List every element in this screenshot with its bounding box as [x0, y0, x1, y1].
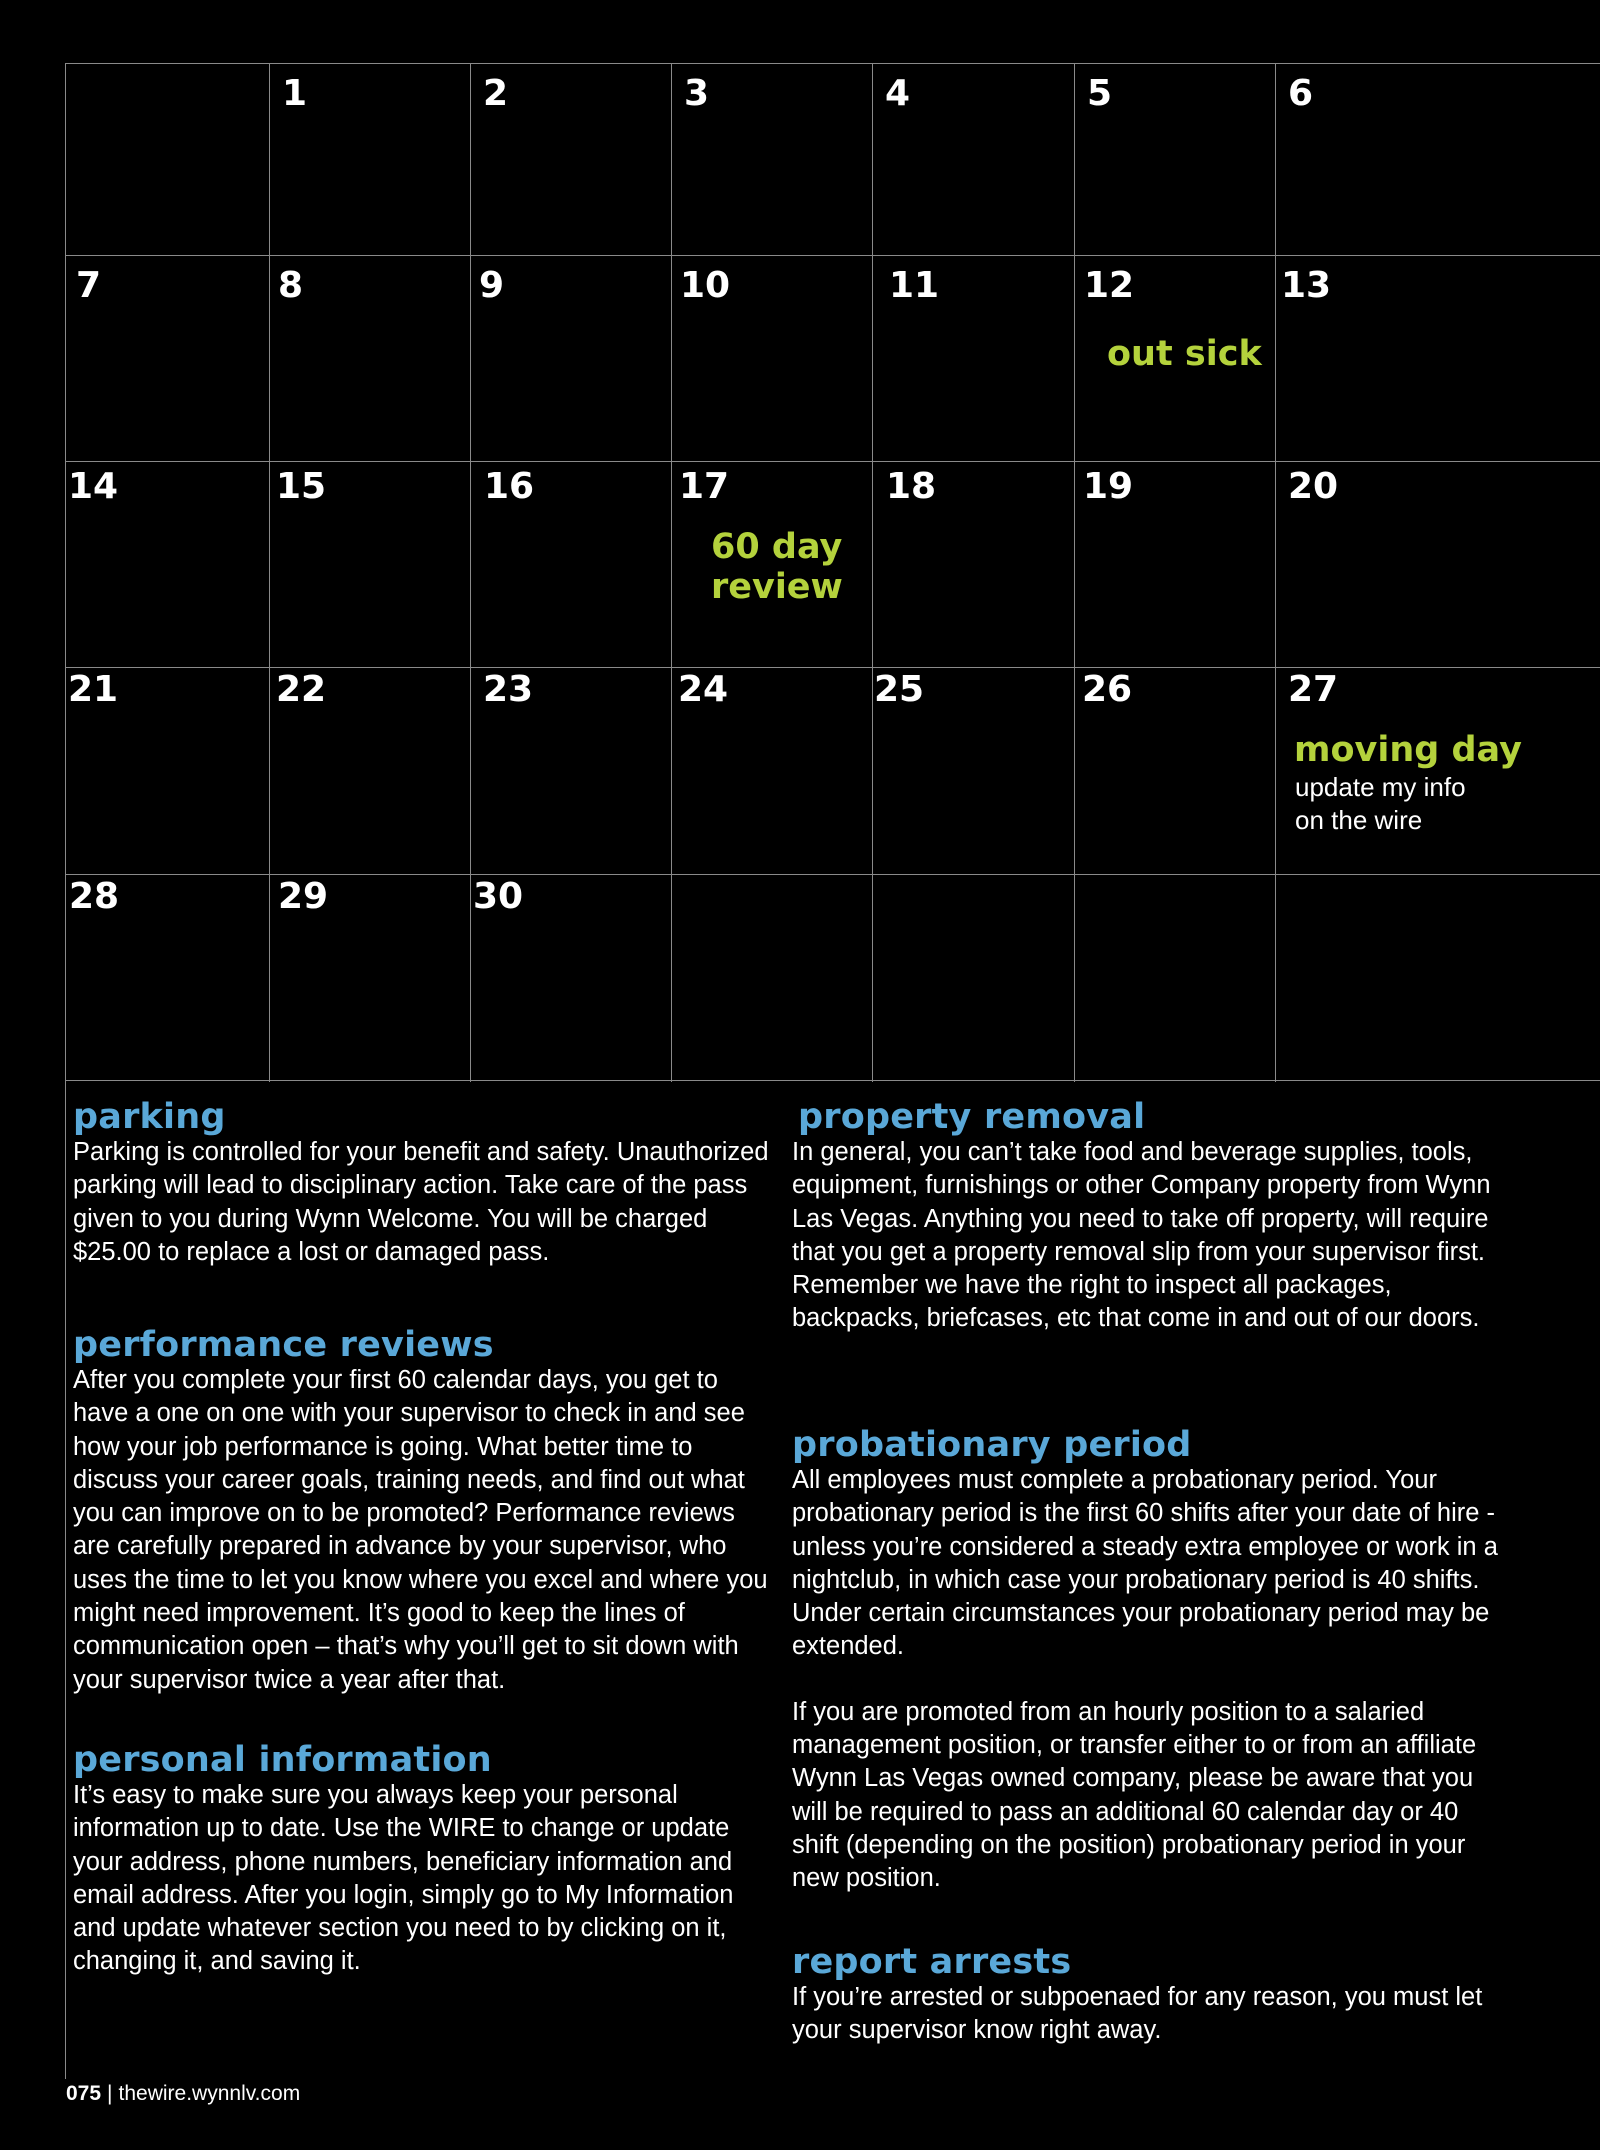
day-18: 18 [886, 466, 937, 507]
day-23: 23 [483, 669, 534, 710]
day-17: 17 [679, 466, 730, 507]
event-moving-day: moving day [1294, 730, 1522, 770]
personal-information-heading: personal information [73, 1740, 492, 1780]
performance-reviews-body: After you complete your first 60 calendar days, you get to have a one on one with your supervisor to check in and see how your job performance is going. What better time to discuss your career goals, training needs, and find out what you can improve on to be promoted? Performance reviews are carefully prepared in advance by your supervisor, who uses the time to let you know where you excel and where you might need improvement. It’s good to keep the lines of communication open – that’s why you’ll get to sit down with your supervisor twice a year after that. [73, 1366, 768, 1694]
day-4: 4 [885, 73, 911, 114]
day-28: 28 [69, 876, 120, 917]
section-report-arrests [792, 1943, 1510, 2048]
section-probationary-period [792, 1426, 1510, 1896]
parking-heading: parking [73, 1097, 226, 1137]
footer-site-url: thewire.wynnlv.com [118, 2082, 301, 2105]
section-performance-reviews [73, 1326, 773, 1697]
section-parking [73, 1098, 773, 1269]
day-26: 26 [1082, 669, 1133, 710]
day-8: 8 [278, 265, 304, 306]
day-2: 2 [483, 73, 509, 114]
event-60-day-review-line1: 60 day [711, 527, 843, 567]
day-21: 21 [68, 669, 119, 710]
day-5: 5 [1087, 73, 1113, 114]
section-personal-information [73, 1741, 773, 1979]
property-removal-body: In general, you can’t take food and beverage supplies, tools, equipment, furnishings or other Company property from Wynn Las Vegas. Anything you need to take off property, will require that you get a property removal slip from your supervisor first. Remember we have the right to inspect all packages, backpacks, briefcases, etc that come in and out of our doors. [792, 1138, 1491, 1333]
day-3: 3 [684, 73, 710, 114]
probationary-period-body-2: If you are promoted from an hourly position to a salaried management position, or transfer either to or from an affiliate Wynn Las Vegas owned company, please be aware that you will be required to pass an additional 60 calendar day or 40 shift (depending on the position) probationary period in your new position. [792, 1697, 1477, 1893]
section-property-removal [792, 1098, 1510, 1336]
grid-line [66, 667, 1600, 668]
property-removal-heading: property removal [798, 1097, 1146, 1137]
grid-line [66, 874, 1600, 875]
grid-line [470, 64, 471, 1082]
day-20: 20 [1288, 466, 1339, 507]
grid-line [1275, 64, 1276, 1082]
day-13: 13 [1281, 265, 1332, 306]
day-15: 15 [276, 466, 327, 507]
day-30: 30 [473, 876, 524, 917]
day-6: 6 [1288, 73, 1314, 114]
day-22: 22 [276, 669, 327, 710]
grid-line [269, 64, 270, 1082]
day-10: 10 [680, 265, 731, 306]
day-29: 29 [278, 876, 329, 917]
day-12: 12 [1084, 265, 1135, 306]
personal-information-body: It’s easy to make sure you always keep your personal information up to date. Use the WIRE to change or update your address, phone numbers, beneficiary information and email address. After you login, simply go to My Information and update whatever section you need to by clicking on it, changing it, and saving it. [73, 1781, 734, 1976]
event-moving-note-line2: on the wire [1295, 805, 1423, 835]
day-25: 25 [874, 669, 925, 710]
day-11: 11 [889, 265, 940, 306]
event-out-sick: out sick [1107, 334, 1262, 374]
grid-line [66, 1080, 1600, 1081]
grid-line [872, 64, 873, 1082]
probationary-period-heading: probationary period [792, 1425, 1192, 1465]
day-19: 19 [1083, 466, 1134, 507]
probationary-period-body-1: All employees must complete a probationary period. Your probationary period is the first 60 shifts after your date of hire - unless you’re considered a steady extra employee or work in a nightclub, in which case your probationary period is 40 shifts. Under certain circumstances your probationary period may be extended. [792, 1466, 1498, 1661]
page-number: 075 [66, 2082, 102, 2105]
day-16: 16 [484, 466, 535, 507]
grid-line [66, 461, 1600, 462]
day-27: 27 [1288, 669, 1339, 710]
footer-separator: | [107, 2082, 113, 2105]
day-7: 7 [76, 265, 102, 306]
grid-line [671, 64, 672, 1082]
report-arrests-heading: report arrests [792, 1942, 1072, 1982]
report-arrests-body: If you’re arrested or subpoenaed for any reason, you must let your supervisor know right away. [792, 1983, 1483, 2045]
day-9: 9 [479, 265, 505, 306]
parking-body: Parking is controlled for your benefit and safety. Unauthorized parking will lead to disciplinary action. Take care of the pass given to you during Wynn Welcome. You will be charged $25.00 to replace a lost or damaged pass. [73, 1138, 769, 1266]
grid-line [1074, 64, 1075, 1082]
calendar-grid [65, 63, 1600, 1082]
event-moving-note-line1: update my info [1295, 772, 1466, 802]
day-14: 14 [68, 466, 119, 507]
grid-line [66, 255, 1600, 256]
left-margin-rule [65, 1081, 66, 2079]
page-footer [66, 2079, 300, 2109]
performance-reviews-heading: performance reviews [73, 1325, 494, 1365]
day-1: 1 [282, 73, 308, 114]
day-24: 24 [678, 669, 729, 710]
event-60-day-review-line2: review [711, 567, 843, 607]
